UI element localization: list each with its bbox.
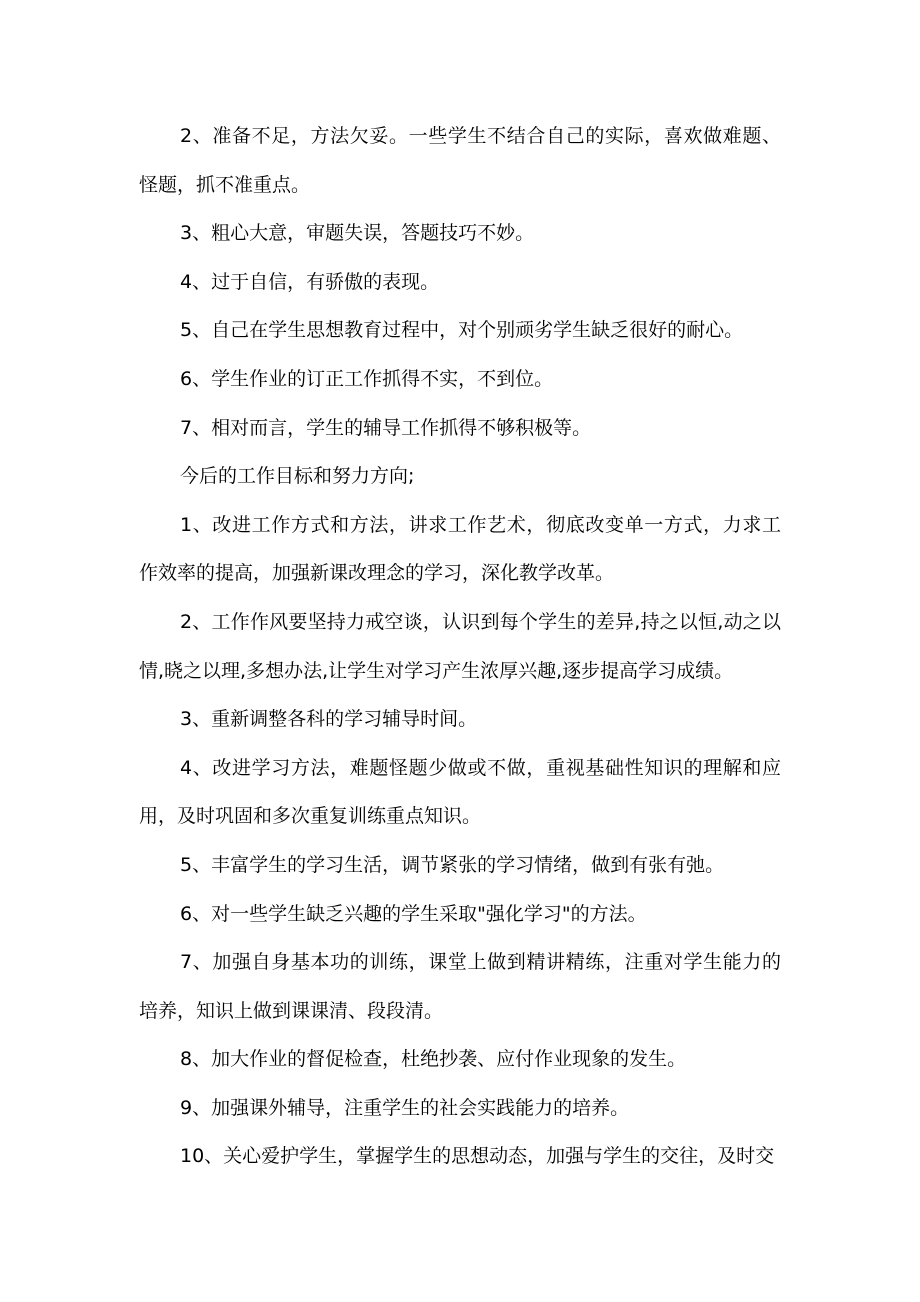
section-heading-future-goals: 今后的工作目标和努力方向;: [180, 465, 415, 488]
paragraph-item-3-carelessness: 3、粗心大意，审题失误，答题技巧不妙。: [180, 222, 535, 245]
paragraph-item-7-tutoring: 7、相对而言，学生的辅导工作抓得不够积极等。: [180, 416, 592, 439]
goal-item-6: 6、对一些学生缺乏兴趣的学生采取"强化学习"的方法。: [180, 902, 647, 925]
paragraph-item-5-patience: 5、自己在学生思想教育过程中，对个别顽劣学生缺乏很好的耐心。: [180, 319, 744, 342]
goal-item-7: 7、加强自身基本功的训练，课堂上做到精讲精练，注重对学生能力的培养，知识上做到课课清、段段清。: [139, 951, 781, 1022]
paragraph-item-6-homework-correction: 6、学生作业的订正工作抓得不实，不到位。: [180, 367, 554, 390]
paragraph-item-4-overconfidence: 4、过于自信，有骄傲的表现。: [180, 270, 440, 293]
goal-item-2: 2、工作作风要坚持力戒空谈，认识到每个学生的差异,持之以恒,动之以情,晓之以理,多想办法,让学生对学习产生浓厚兴趣,逐步提高学习成绩。: [139, 610, 781, 682]
goal-item-8: 8、加大作业的督促检查，杜绝抄袭、应付作业现象的发生。: [180, 1048, 687, 1071]
goal-item-1: 1、改进工作方式和方法，讲求工作艺术，彻底改变单一方式，力求工作效率的提高，加强新课改理念的学习，深化教学改革。: [139, 513, 781, 585]
paragraph-item-2-preparation: 2、准备不足，方法欠妥。一些学生不结合自己的实际，喜欢做难题、怪题，抓不准重点。: [139, 125, 781, 196]
goal-item-5: 5、丰富学生的学习生活，调节紧张的学习情绪，做到有张有弛。: [180, 853, 725, 876]
goal-item-9: 9、加强课外辅导，注重学生的社会实践能力的培养。: [180, 1096, 630, 1119]
goal-item-3: 3、重新调整各科的学习辅导时间。: [180, 708, 478, 731]
document-body: [139, 112, 781, 1181]
goal-item-4: 4、改进学习方法，难题怪题少做或不做，重视基础性知识的理解和应用，及时巩固和多次重复训练重点知识。: [139, 756, 781, 828]
goal-item-10: 10、关心爱护学生，掌握学生的思想动态，加强与学生的交往，及时交: [180, 1145, 775, 1168]
